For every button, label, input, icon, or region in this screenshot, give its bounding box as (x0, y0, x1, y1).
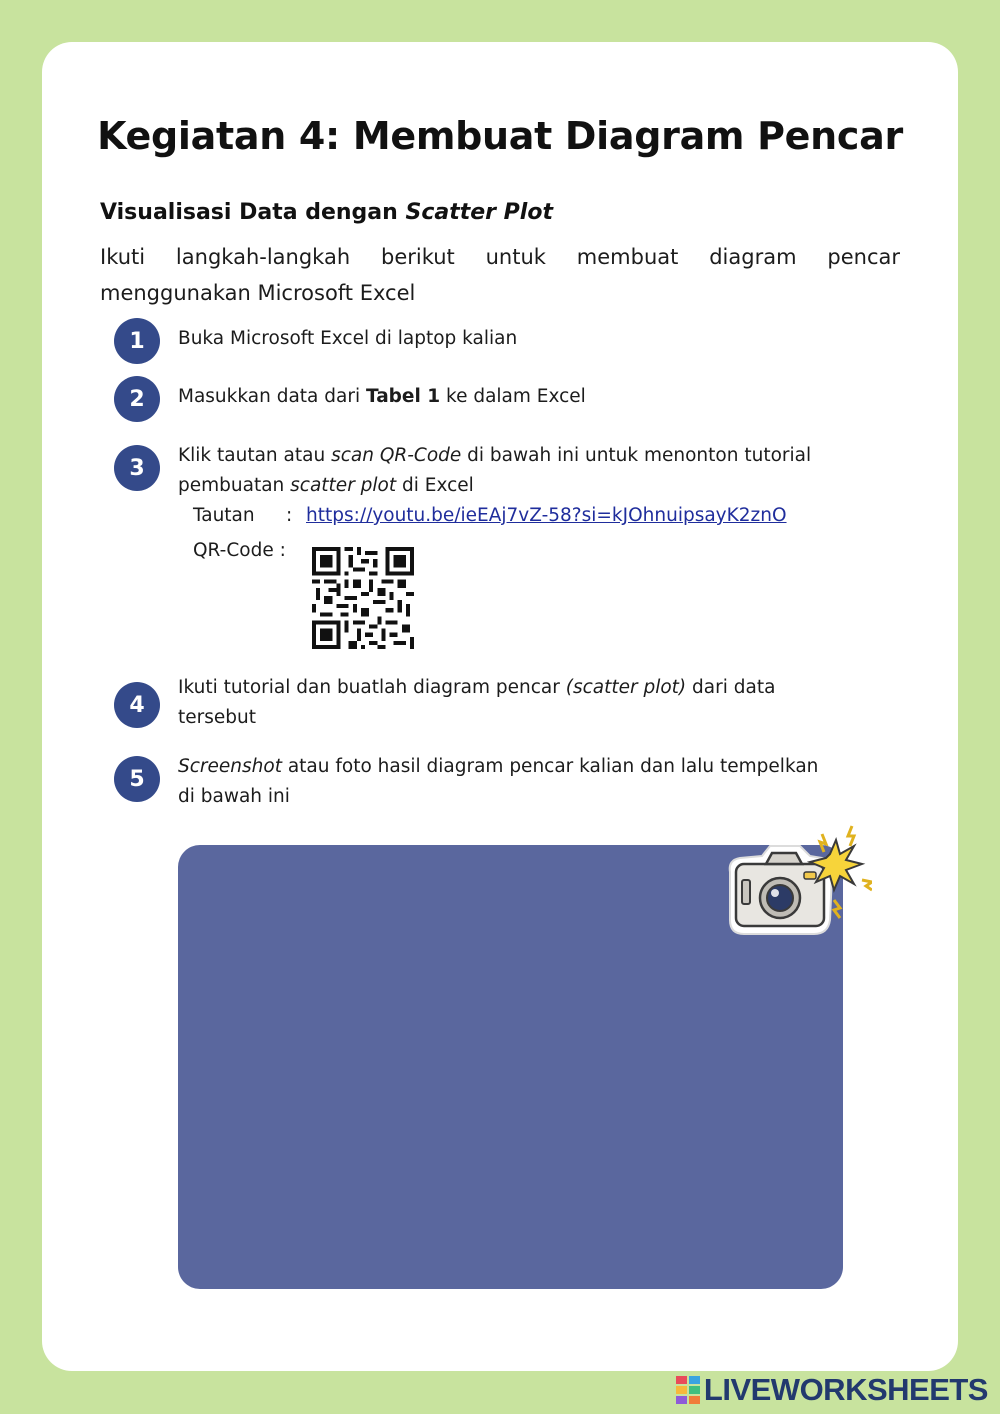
step-5-italic: Screenshot (178, 756, 282, 777)
step-3-text-d: di Excel (396, 475, 474, 496)
step-2-text-a: Masukkan data dari (178, 386, 366, 407)
step-4-text-a: Ikuti tutorial dan buatlah diagram pencar (178, 677, 566, 698)
step-5-text (178, 752, 843, 812)
step-4-text-b: dari data (686, 677, 776, 698)
step-3-text-a: Klik tautan atau (178, 445, 332, 466)
step-5-text-b: di bawah ini (178, 786, 290, 807)
qr-label: QR-Code : (193, 540, 286, 561)
subtitle-plain: Visualisasi Data dengan (100, 200, 406, 225)
link-colon: : (286, 505, 293, 526)
section-subtitle (100, 200, 553, 225)
tutorial-link[interactable]: https://youtu.be/ieEAj7vZ-58?si=kJOhnuipsayK2znO (306, 505, 787, 526)
step-4-italic: (scatter plot) (565, 677, 687, 698)
step-2-text (178, 382, 843, 412)
step-2-bold: Tabel 1 (365, 386, 441, 407)
brand-name: LIVEWORKSHEETS (703, 1372, 988, 1407)
step-3-number: 3 (114, 445, 160, 491)
step-3-text-c: pembuatan (178, 475, 291, 496)
page-title: Kegiatan 4: Membuat Diagram Pencar (97, 114, 903, 158)
liveworksheets-logo-icon (676, 1376, 700, 1404)
step-5-number: 5 (114, 756, 160, 802)
worksheet-card (42, 42, 958, 1371)
step-3-text-b: di bawah ini untuk menonton tutorial (461, 445, 812, 466)
step-4-number: 4 (114, 682, 160, 728)
camera-icon (722, 820, 872, 940)
step-1-number: 1 (114, 318, 160, 364)
step-3-text (178, 441, 843, 501)
subtitle-italic: Scatter Plot (405, 200, 553, 225)
intro-paragraph: Ikuti langkah-langkah berikut untuk membuat diagram pencar menggunakan Microsoft Excel (100, 245, 900, 305)
step-3-italic-a: scan QR-Code (331, 445, 462, 466)
step-4-text-c: tersebut (178, 707, 256, 728)
step-1-text: Buka Microsoft Excel di laptop kalian (178, 328, 518, 349)
step-3-italic-b: scatter plot (290, 475, 397, 496)
step-5-text-a: atau foto hasil diagram pencar kalian dan lalu tempelkan (281, 756, 819, 777)
step-2-number: 2 (114, 376, 160, 422)
link-label: Tautan (193, 505, 255, 526)
step-2-text-b: ke dalam Excel (440, 386, 586, 407)
step-4-text (178, 673, 843, 733)
qr-code-icon[interactable] (312, 547, 414, 649)
liveworksheets-brand (676, 1372, 988, 1408)
